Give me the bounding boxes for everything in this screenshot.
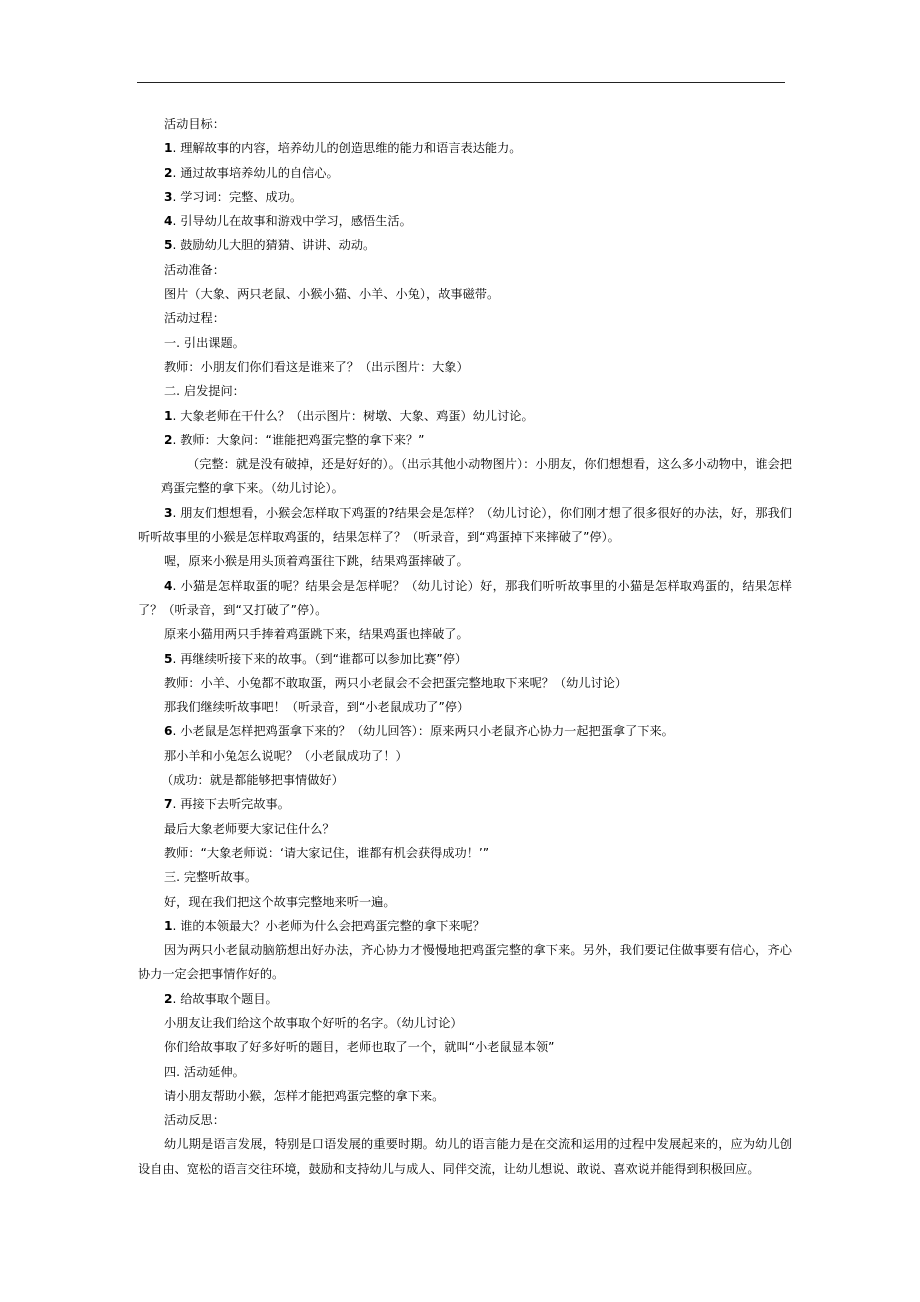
paragraph: 3. 朋友们想想看，小猴会怎样取下鸡蛋的?结果会是怎样？（幼儿讨论），你们刚才想了很多很好的办法，好，那我们听听故事里的小猴是怎样取鸡蛋的，结果怎样了？（听录音，到“鸡蛋掉下来摔破了”停）。 [138, 505, 792, 545]
paragraph: 6. 小老鼠是怎样把鸡蛋拿下来的？（幼儿回答）：原来两只小老鼠齐心协力一起把蛋拿了下来。 [164, 724, 674, 739]
paragraph: 好，现在我们把这个故事完整地来听一遍。 [164, 894, 396, 909]
paragraph: 那我们继续听故事吧！（听录音，到“小老鼠成功了”停） [164, 700, 470, 715]
paragraph: 最后大象老师要大家记住什么？ [164, 821, 335, 836]
header-rule [137, 82, 785, 83]
paragraph: 活动目标： [164, 117, 225, 131]
paragraph: 7. 再接下去听完故事。 [164, 797, 290, 812]
paragraph: 一. 引出课题。 [164, 335, 245, 350]
paragraph: 教师：小朋友们你们看这是谁来了？（出示图片：大象） [164, 359, 469, 374]
paragraph: 活动准备： [164, 262, 225, 277]
document-body [138, 112, 792, 1181]
paragraph: 请小朋友帮助小猴，怎样才能把鸡蛋完整的拿下来。 [164, 1088, 445, 1103]
paragraph: 小朋友让我们给这个故事取个好听的名字。（幼儿讨论） [164, 1015, 463, 1030]
paragraph: 5. 再继续听接下来的故事。（到“谁都可以参加比赛”停） [164, 651, 468, 666]
paragraph: 5. 鼓励幼儿大胆的猜猜、讲讲、动动。 [164, 238, 376, 253]
paragraph: 图片（大象、两只老鼠、小猴小猫、小羊、小兔），故事磁带。 [164, 287, 500, 302]
paragraph: 教师：“大象老师说：‘请大家记住，谁都有机会获得成功！’” [164, 845, 490, 860]
paragraph: 那小羊和小兔怎么说呢？（小老鼠成功了！） [164, 748, 408, 763]
paragraph: 你们给故事取了好多好听的题目，老师也取了一个，就叫“小老鼠显本领” [164, 1040, 555, 1055]
paragraph: 三. 完整听故事。 [164, 870, 258, 885]
paragraph: 活动过程： [164, 311, 225, 326]
paragraph: 幼儿期是语言发展，特别是口语发展的重要时期。幼儿的语言能力是在交流和运用的过程中发展起来的，应为幼儿创设自由、宽松的语言交往环境，鼓励和支持幼儿与成人、同伴交流，让幼儿想说、敢说、喜欢说并能得到积极回应。 [138, 1137, 792, 1176]
paragraph: 2. 教师：大象问：“谁能把鸡蛋完整的拿下来？” [164, 432, 425, 447]
paragraph: 活动反思： [164, 1113, 225, 1128]
paragraph: 教师：小羊、小兔都不敢取蛋，两只小老鼠会不会把蛋完整地取下来呢？（幼儿讨论） [164, 675, 628, 690]
paragraph: （完整：就是没有破掉，还是好好的）。（出示其他小动物图片）：小朋友，你们想想看，这么多小动物中，谁会把鸡蛋完整的拿下来。（幼儿讨论）。 [161, 457, 792, 496]
paragraph: 3. 学习词：完整、成功。 [164, 189, 303, 204]
paragraph: 4. 引导幼儿在故事和游戏中学习，感悟生活。 [164, 214, 412, 229]
paragraph: 1. 大象老师在干什么？（出示图片：树墩、大象、鸡蛋）幼儿讨论。 [164, 408, 534, 423]
paragraph: （成功：就是都能够把事情做好） [161, 773, 344, 788]
paragraph: 1. 谁的本领最大？小老师为什么会把鸡蛋完整的拿下来呢？ [164, 918, 485, 933]
paragraph: 喔，原来小猴是用头顶着鸡蛋往下跳，结果鸡蛋摔破了。 [164, 554, 469, 569]
paragraph: 2. 给故事取个题目。 [164, 991, 278, 1006]
paragraph: 因为两只小老鼠动脑筋想出好办法，齐心协力才慢慢地把鸡蛋完整的拿下来。另外，我们要记住做事要有信心，齐心协力一定会把事情作好的。 [138, 943, 792, 982]
paragraph: 4. 小猫是怎样取蛋的呢？结果会是怎样呢？（幼儿讨论）好，那我们听听故事里的小猫是怎样取鸡蛋的，结果怎样了？（听录音，到“又打破了”停）。 [138, 578, 792, 617]
paragraph: 1. 理解故事的内容，培养幼儿的创造思维的能力和语言表达能力。 [164, 141, 522, 156]
paragraph: 2. 通过故事培养幼儿的自信心。 [164, 165, 339, 180]
paragraph: 四. 活动延伸。 [164, 1064, 245, 1079]
paragraph: 二. 启发提问： [164, 384, 245, 399]
paragraph: 原来小猫用两只手捧着鸡蛋跳下来，结果鸡蛋也摔破了。 [164, 627, 469, 642]
